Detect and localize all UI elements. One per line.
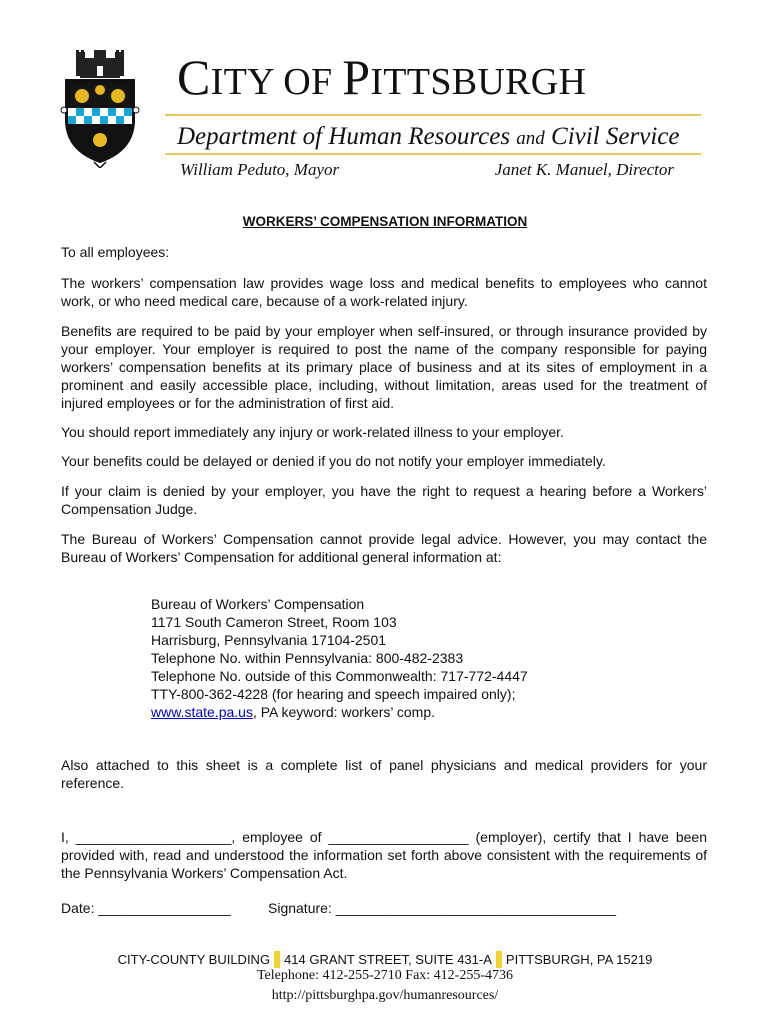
- header-rule-top: [165, 114, 701, 116]
- date-field[interactable]: Date: _________________: [61, 900, 231, 916]
- paragraph-intro: The workers’ compensation law provides wage loss and medical benefits to employees who cannot work, or who need medical care, because of a work-related injury.: [61, 275, 707, 309]
- header-rule-bottom: [165, 153, 701, 155]
- paragraph-benefits: Benefits are required to be paid by your employer when self-insured, or through insurance provided by your employer. Your employer is required to post the name of the company responsible for paying workers’ compensation benefits at its primary place of business and at its sites of employment in a prominent and easily accessible place, including, without limitation, areas used for the treatment of injured employees or for the administration of first aid.: [61, 323, 707, 411]
- certification-statement: I, ____________________, employee of __________________ (employer), certify that I have been provided with, read and understood the information set forth above consistent with the requirements of the Pennsylvania Workers’ Compensation Act.: [61, 829, 707, 881]
- address-line: Bureau of Workers’ Compensation: [151, 596, 365, 612]
- state-website-link[interactable]: www.state.pa.us: [151, 704, 253, 720]
- address-line: Telephone No. outside of this Commonwealth: 717-772-4447: [151, 668, 528, 684]
- paragraph-attached: Also attached to this sheet is a complete list of panel physicians and medical providers for your reference.: [61, 757, 707, 791]
- address-line: Telephone No. within Pennsylvania: 800-482-2383: [151, 650, 464, 666]
- mayor-name: William Peduto, Mayor: [180, 160, 340, 179]
- paragraph-denied: If your claim is denied by your employer, you have the right to request a hearing before a Workers’ Compensation Judge.: [61, 483, 707, 517]
- bureau-address: [151, 595, 528, 721]
- footer-phone-fax: Telephone: 412-255-2710 Fax: 412-255-4736: [256, 968, 514, 983]
- paragraph-report: You should report immediately any injury or work-related illness to your employer.: [61, 424, 564, 440]
- footer-separator: [496, 951, 502, 968]
- officials-line: [180, 160, 674, 180]
- department-name: Department of Human Resources and Civil Service: [177, 123, 680, 150]
- signature-field[interactable]: Signature: ____________________________________: [268, 900, 617, 916]
- city-seal-logo: [60, 50, 140, 168]
- paragraph-delay: Your benefits could be delayed or denied if you do not notify your employer immediately.: [61, 453, 606, 469]
- footer-url[interactable]: http://pittsburghpa.gov/humanresources/: [271, 988, 499, 1003]
- address-line: Harrisburg, Pennsylvania 17104-2501: [151, 632, 387, 648]
- document-title: WORKERS’ COMPENSATION INFORMATION: [242, 214, 528, 229]
- address-line: TTY-800-362-4228 (for hearing and speech impaired only);: [151, 686, 516, 702]
- footer-separator: [274, 951, 280, 968]
- city-title: CITY OF PITTSBURGH: [177, 49, 587, 105]
- greeting: To all employees:: [61, 244, 170, 260]
- address-line: 1171 South Cameron Street, Room 103: [151, 614, 397, 630]
- paragraph-bureau: The Bureau of Workers’ Compensation cannot provide legal advice. However, you may contact the Bureau of Workers’ Compensation for additional general information at:: [61, 531, 707, 565]
- footer-address: CITY-COUNTY BUILDING 414 GRANT STREET, SUITE 431-A PITTSBURGH, PA 15219: [117, 952, 653, 967]
- website-line: www.state.pa.us, PA keyword: workers’ comp.: [151, 704, 435, 720]
- director-name: Janet K. Manuel, Director: [494, 160, 674, 179]
